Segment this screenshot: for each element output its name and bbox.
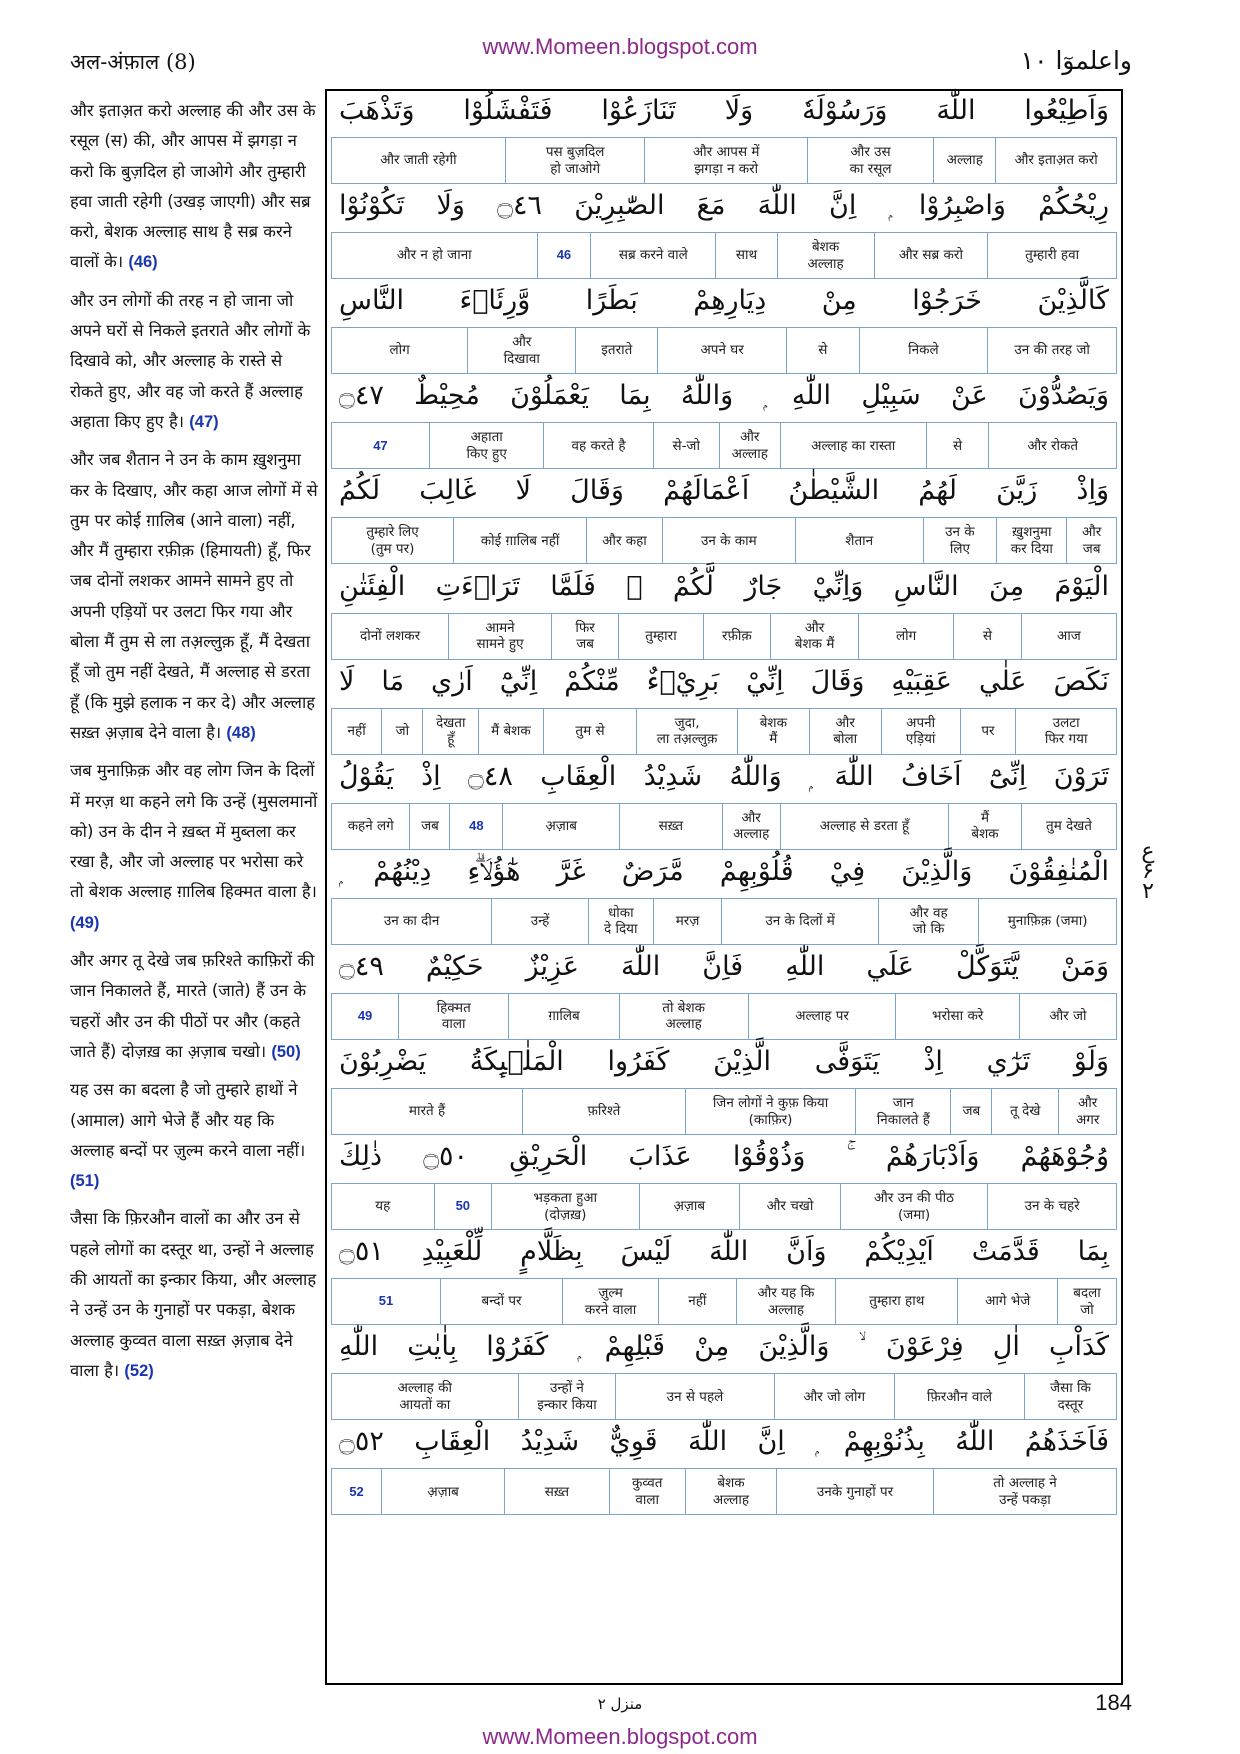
ruku-marker-text: ع ۶ ۲ (1141, 839, 1155, 904)
verse-line (327, 941, 1121, 1040)
word-meaning-cell: नहीं (658, 1279, 735, 1324)
word-meaning-cell: और उन की पीठ (जमा) (840, 1184, 987, 1229)
word-meaning-cell: अल्लाह की आयतों का (397, 1380, 452, 1413)
word-meaning-cell: से (953, 614, 1021, 659)
word-translation-row (331, 1183, 1117, 1230)
word-meaning-cell: अल्लाह (933, 138, 995, 183)
word-translation-row (331, 232, 1117, 279)
word-meaning-cell: ज़ुल्म करने वाला (562, 1279, 658, 1324)
word-meaning-cell: बेशक मैं (737, 709, 809, 754)
translation-paragraph (70, 756, 318, 938)
word-meaning-cell: तुम्हारा (618, 614, 702, 659)
word-meaning-cell: तुम्हारे लिए (तुम पर) (366, 524, 419, 557)
word-meaning-cell: ख़ुशनुमा कर दिया (996, 518, 1066, 563)
verse-line (327, 561, 1121, 660)
word-translation-row (331, 327, 1117, 374)
translation-paragraph (70, 1204, 318, 1386)
word-meaning-cell: वह करते है (543, 423, 652, 468)
word-translation-row (331, 137, 1117, 184)
verse-line (327, 1416, 1121, 1515)
word-meaning-cell: कहने लगे (347, 817, 394, 834)
word-meaning-cell: और न हो जाना (396, 247, 472, 264)
verse-number: (51) (70, 1172, 100, 1191)
word-meaning-cell: मैं बेशक (948, 804, 1021, 849)
word-translation-row (331, 1088, 1117, 1135)
surah-title: अल-अंफ़ाल (8) (70, 50, 196, 74)
word-meaning-cell: देखता हूँ (422, 709, 478, 754)
word-meaning-cell: और अल्लाह (722, 804, 780, 849)
word-meaning-cell: बन्दों पर (440, 1279, 562, 1324)
word-meaning-cell: उनके गुनाहों पर (776, 1469, 933, 1514)
word-meaning-cell: इतराते (575, 328, 657, 373)
translation-paragraph (70, 286, 318, 437)
juz-title: واعلموٓا ۱۰ (1020, 46, 1132, 75)
word-meaning-cell: उन से पहले (615, 1374, 773, 1419)
verse-line (327, 85, 1121, 184)
arabic-text: وُجُوْهَهُمْ وَاَدْبَارَهُمْ ۚ وَذُوْقُوْا عَذَابَ الْحَرِيْقِ ۝٥٠ ذٰلِكَ (339, 1141, 1109, 1173)
word-meaning-cell: जुदा, ला तअ़ल्लुक़ (636, 709, 737, 754)
verse-number: (47) (189, 412, 219, 431)
word-meaning-cell: तुम से (543, 709, 636, 754)
arabic-text: رِيْحُكُمْ وَاصْبِرُوْا ۭ اِنَّ اللّٰهَ مَعَ الصّٰبِرِيْنَ ۝٤٦ وَلَا تَكُوْنُوْا (339, 190, 1109, 222)
verse-line (327, 275, 1121, 374)
word-meaning-cell: सब्र करने वाले (590, 233, 715, 278)
translation-text: जब मुनाफ़िक़ और वह लोग जिन के दिलों में मरज़ था कहने लगे कि उन्हें (मुसलमानों को) उन के दीन ने ख़ब्त में मुब्तला कर रखा है, और जो अल्लाह पर भरोसा करे तो बेशक अल्लाह ग़ालिब हिक्मत वाला है। (70, 761, 318, 902)
word-meaning-cell: और रोकते (988, 423, 1116, 468)
word-meaning-cell: यह (375, 1198, 391, 1215)
word-translation-row (331, 1468, 1117, 1515)
website-footer[interactable]: www.Momeen.blogspot.com (482, 1724, 758, 1749)
word-meaning-cell: जब (950, 1089, 991, 1134)
word-meaning-cell: और बेशक मैं (770, 614, 858, 659)
word-meaning-cell: और आपस में झगड़ा न करो (644, 138, 806, 183)
word-meaning-cell: मारते हैं (408, 1103, 446, 1120)
word-translation-row (331, 1278, 1117, 1325)
word-meaning-cell: और इताअ़त करो (995, 138, 1116, 183)
word-translation-row (331, 422, 1117, 469)
word-meaning-cell: और दिखावा (467, 328, 575, 373)
word-meaning-cell: अ़ज़ाब (639, 1184, 740, 1229)
word-meaning-cell: और जो (1019, 994, 1116, 1039)
word-meaning-cell: उन की तरह जो (987, 328, 1116, 373)
word-translation-row (331, 993, 1117, 1040)
word-meaning-cell: से-जो (653, 423, 719, 468)
word-translation-row (331, 803, 1117, 850)
verse-line (327, 846, 1121, 945)
word-meaning-cell: निकले (859, 328, 988, 373)
translation-column (70, 96, 318, 1394)
verse-number-cell: 52 (349, 1483, 364, 1499)
translation-text: और अगर तू देखे जब फ़रिश्ते काफ़िरों की जान निकालते हैं, मारते (जाते) हैं उन के चहरों और उन की पीठों पर और (कहते जाते हैं) दोज़ख़ का अ़ज़ाब चखो। (70, 951, 315, 1061)
verse-line (327, 751, 1121, 850)
arabic-text: فَاَخَذَهُمُ اللّٰهُ بِذُنُوْبِهِمْ ۭ اِنَّ اللّٰهَ قَوِيٌّ شَدِيْدُ الْعِقَابِ ۝٥٢ (339, 1426, 1109, 1458)
word-translation-row (331, 613, 1117, 660)
word-meaning-cell: हिक्मत वाला (398, 994, 508, 1039)
word-meaning-cell: और चखो (739, 1184, 840, 1229)
word-meaning-cell: उन के दिलों में (721, 899, 877, 944)
word-meaning-cell: आज (1021, 614, 1116, 659)
translation-paragraph (70, 946, 318, 1067)
word-meaning-cell: उन का दीन (383, 913, 440, 930)
word-translation-row (331, 898, 1117, 945)
translation-text: और उन लोगों की तरह न हो जाना जो अपने घरों से निकले इतराते और लोगों के दिखावे को, और अल्लाह के रास्ते से रोकते हुए, और वह जो करते हैं अल्लाह अहाता किए हुए है। (70, 290, 311, 431)
word-meaning-cell: अहाता किए हुए (429, 423, 544, 468)
verse-number-cell: 50 (434, 1184, 492, 1229)
word-meaning-cell: और उस का रसूल (807, 138, 933, 183)
word-meaning-cell: जब (409, 804, 449, 849)
word-meaning-cell: धोका दे दिया (588, 899, 653, 944)
word-meaning-cell: उन के काम (662, 518, 795, 563)
verse-line (327, 370, 1121, 469)
word-meaning-cell: तुम्हारा हाथ (835, 1279, 957, 1324)
word-meaning-cell: लोग (389, 342, 410, 359)
verse-number-cell: 48 (449, 804, 502, 849)
word-meaning-cell: और कहा (586, 518, 662, 563)
word-meaning-cell: मुनाफ़िक़ (जमा) (978, 899, 1116, 944)
arabic-text: بِمَا قَدَّمَتْ اَيْدِيْكُمْ وَاَنَّ اللّٰهَ لَيْسَ بِظَلَّامٍ لِّلْعَبِيْدِ ۝٥١ (339, 1236, 1109, 1268)
word-meaning-cell: आगे भेजे (957, 1279, 1057, 1324)
arabic-text: وَمَنْ يَّتَوَكَّلْ عَلَي اللّٰهِ فَاِنَّ اللّٰهَ عَزِيْزٌ حَكِيْمٌ ۝٤٩ (339, 950, 1109, 982)
word-meaning-cell: अल्लाह का रास्ता (780, 423, 926, 468)
arabic-text: وَلَوْ تَرٰٓي اِذْ يَتَوَفَّى الَّذِيْنَ كَفَرُوا الْمَلٰۗىِٕكَةُ يَضْرِبُوْنَ (339, 1046, 1109, 1077)
word-meaning-cell: और अल्लाह (719, 423, 780, 468)
arabic-text: وَيَصُدُّوْنَ عَنْ سَبِيْلِ اللّٰهِ ۭ وَاللّٰهُ بِمَا يَعْمَلُوْنَ مُحِيْطٌ ۝٤٧ (339, 380, 1109, 412)
verse-number-cell: 51 (378, 1293, 394, 1309)
word-meaning-cell: और जाती रहेगी (380, 152, 457, 169)
word-meaning-cell: और सब्र करो (874, 233, 988, 278)
manzil-label: منزل ۲ (597, 1695, 643, 1713)
verse-line (327, 1036, 1121, 1135)
verse-line (327, 180, 1121, 279)
word-meaning-cell: भरोसा करे (895, 994, 1018, 1039)
verse-number: (49) (70, 913, 100, 932)
verse-number-cell: 49 (357, 1008, 373, 1024)
word-meaning-cell: तो बेशक अल्लाह (619, 994, 748, 1039)
word-meaning-cell: अ़ज़ाब (381, 1469, 504, 1514)
verse-line (327, 656, 1121, 755)
word-meaning-cell: फिर जब (551, 614, 619, 659)
word-meaning-cell: अपनी एड़ियां (881, 709, 960, 754)
word-meaning-cell: अल्लाह से डरता हूँ (780, 804, 948, 849)
word-meaning-cell: और बोला (809, 709, 881, 754)
translation-text: यह उस का बदला है जो तुम्हारे हाथों ने (आमाल) आगे भेजे हैं और यह कि अल्लाह बन्दों पर ज़ुल्म करने वाला नहीं। (70, 1080, 306, 1160)
verse-line (327, 1131, 1121, 1230)
word-meaning-cell: उन के लिए (923, 518, 997, 563)
verse-line (327, 1226, 1121, 1325)
word-meaning-cell: नहीं (347, 722, 366, 739)
translation-text: जैसा कि फ़िरऔन वालों का और उन से पहले लोगों का दस्तूर था, उन्हों ने अल्लाह की आयतों का इन्कार किया, और अल्लाह ने उन्हें उन के गुनाहों पर पकड़ा, बेशक अल्लाह कुव्वत वाला सख़्त अ़ज़ाब देने वाला है। (70, 1209, 317, 1380)
word-translation-row (331, 708, 1117, 755)
word-meaning-cell: लोग (858, 614, 953, 659)
verse-number-cell: 47 (373, 437, 388, 453)
word-meaning-cell: और अगर (1058, 1089, 1116, 1134)
word-meaning-cell: भड़कता हुआ (दोज़ख़) (491, 1184, 638, 1229)
translation-paragraph (70, 96, 318, 278)
word-meaning-cell: और जब (1066, 518, 1116, 563)
word-meaning-cell: जिन लोगों ने कुफ़ किया (काफ़िर) (685, 1089, 855, 1134)
page-number: 184 (1095, 1690, 1132, 1715)
word-meaning-cell: अपने घर (657, 328, 786, 373)
arabic-text: وَاَطِيْعُوا اللّٰهَ وَرَسُوْلَهٗ وَلَا تَنَازَعُوْا فَتَفْشَلُوْا وَتَذْهَبَ (339, 95, 1109, 126)
word-meaning-cell: जो (381, 709, 422, 754)
word-meaning-cell: शैतान (795, 518, 923, 563)
translation-paragraph (70, 445, 318, 748)
word-meaning-cell: तुम देखते (1021, 804, 1116, 849)
translation-text: और इताअ़त करो अल्लाह की और उस के रसूल (स) की, और आपस में झगड़ा न करो कि बुज़दिल हो जाओगे और तुम्हारी हवा जाती रहेगी (उखड़ जाएगी) और सब्र करो, बेशक अल्लाह साथ है सब्र करने वालों के। (70, 101, 316, 272)
verse-line (327, 465, 1121, 564)
arabic-text: كَدَاْبِ اٰلِ فِرْعَوْنَ ۙ وَالَّذِيْنَ مِنْ قَبْلِهِمْ ۭ كَفَرُوْا بِاٰيٰتِ اللّٰهِ (339, 1331, 1109, 1363)
word-meaning-cell: मरज़ (653, 899, 722, 944)
word-meaning-cell: आमने सामने हुए (448, 614, 551, 659)
word-meaning-cell: पर (960, 709, 1016, 754)
word-translation-row (331, 1373, 1117, 1420)
website-header[interactable]: www.Momeen.blogspot.com (482, 34, 758, 59)
word-meaning-cell: तू देखे (991, 1089, 1058, 1134)
word-meaning-cell: ग़ालिब (508, 994, 618, 1039)
word-meaning-cell: सख़्त (619, 804, 721, 849)
verse-number: (48) (226, 723, 256, 742)
verse-number: (50) (271, 1042, 301, 1061)
translation-text: और जब शैतान ने उन के काम ख़ुशनुमा कर के दिखाए, और कहा आज लोगों में से तुम पर कोई ग़ालिब (आने वाला) नहीं, और मैं तुम्हारा रफ़ीक़ (हिमायती) हूँ, फिर जब दोनों लशकर आमने सामने हुए तो अपनी एड़ियों पर उलटा फिर गया और बोला मैं तुम से ला तअ़ल्लुक़ हूँ, मैं देखता हूँ जो तुम नहीं देखते, मैं अल्लाह से डरता हूँ (कि मुझे हलाक न कर दे) और अल्लाह सख़्त अ़ज़ाब देने वाला है। (70, 450, 318, 742)
verse-number-cell: 46 (537, 233, 591, 278)
word-meaning-cell: उलटा फिर गया (1015, 709, 1116, 754)
word-meaning-cell: पस बुज़दिल हो जाओगे (505, 138, 645, 183)
arabic-text: تَرَوْنَ اِنِّىْٓ اَخَافُ اللّٰهَ ۭ وَاللّٰهُ شَدِيْدُ الْعِقَابِ ۝٤٨ اِذْ يَقُوْلُ (339, 760, 1109, 792)
translation-paragraph (70, 1075, 318, 1196)
word-meaning-cell: साथ (715, 233, 776, 278)
word-meaning-cell: सख़्त (504, 1469, 608, 1514)
word-meaning-cell: फ़िरऔन वाले (894, 1374, 1024, 1419)
word-meaning-cell: उन के चहरे (987, 1184, 1116, 1229)
word-meaning-cell: अ़ज़ाब (502, 804, 619, 849)
arabic-text: الْيَوْمَ مِنَ النَّاسِ وَاِنِّيْ جَارٌ لَّكُمْ ۚ فَلَمَّا تَرَاۗءَتِ الْفِئَتٰنِ (339, 570, 1109, 602)
word-meaning-cell: और यह कि अल्लाह (736, 1279, 836, 1324)
word-meaning-cell: फ़रिश्ते (522, 1089, 685, 1134)
arabic-text: الْمُنٰفِقُوْنَ وَالَّذِيْنَ فِيْ قُلُوْبِهِمْ مَّرَضٌ غَرَّ هٰٓؤُلَاۗءِ دِيْنُهُمْ ۭ (339, 855, 1109, 887)
word-meaning-cell: रफ़ीक़ (703, 614, 771, 659)
word-meaning-cell: बेशक अल्लाह (685, 1469, 776, 1514)
word-meaning-cell: मैं बेशक (478, 709, 543, 754)
word-meaning-cell: से (926, 423, 989, 468)
word-meaning-cell: बदला जो (1057, 1279, 1116, 1324)
word-meaning-cell: से (786, 328, 859, 373)
word-meaning-cell: कुव्वत वाला (609, 1469, 685, 1514)
word-meaning-cell: कोई ग़ालिब नहीं (453, 518, 586, 563)
verse-number: (52) (124, 1361, 154, 1380)
verse-number: (46) (128, 253, 158, 272)
word-meaning-cell: और जो लोग (774, 1374, 894, 1419)
ruku-marker (1136, 839, 1160, 904)
arabic-text: نَكَصَ عَلٰي عَقِبَيْهِ وَقَالَ اِنِّيْ بَرِيْۗءٌ مِّنْكُمْ اِنِّيْٓ اَرٰي مَا لَا (339, 665, 1109, 697)
verse-line (327, 1321, 1121, 1420)
arabic-text: كَالَّذِيْنَ خَرَجُوْا مِنْ دِيَارِهِمْ بَطَرًا وَّرِئَاۗءَ النَّاسِ (339, 285, 1109, 317)
word-meaning-cell: जान निकालते हैं (855, 1089, 950, 1134)
arabic-text: وَاِذْ زَيَّنَ لَهُمُ الشَّيْطٰنُ اَعْمَالَهُمْ وَقَالَ لَا غَالِبَ لَكُمُ (339, 475, 1109, 507)
word-meaning-cell: तुम्हारी हवा (987, 233, 1116, 278)
word-meaning-cell: तो अल्लाह ने उन्हें पकड़ा (933, 1469, 1116, 1514)
word-meaning-cell: उन्हें (491, 899, 588, 944)
word-meaning-cell: अल्लाह पर (748, 994, 896, 1039)
word-meaning-cell: जैसा कि दस्तूर (1024, 1374, 1116, 1419)
word-meaning-cell: दोनों लशकर (360, 627, 421, 644)
word-meaning-cell: उन्हों ने इन्कार किया (518, 1374, 616, 1419)
word-translation-row (331, 517, 1117, 564)
word-meaning-cell: बेशक अल्लाह (777, 233, 874, 278)
word-meaning-cell: और वह जो कि (878, 899, 978, 944)
